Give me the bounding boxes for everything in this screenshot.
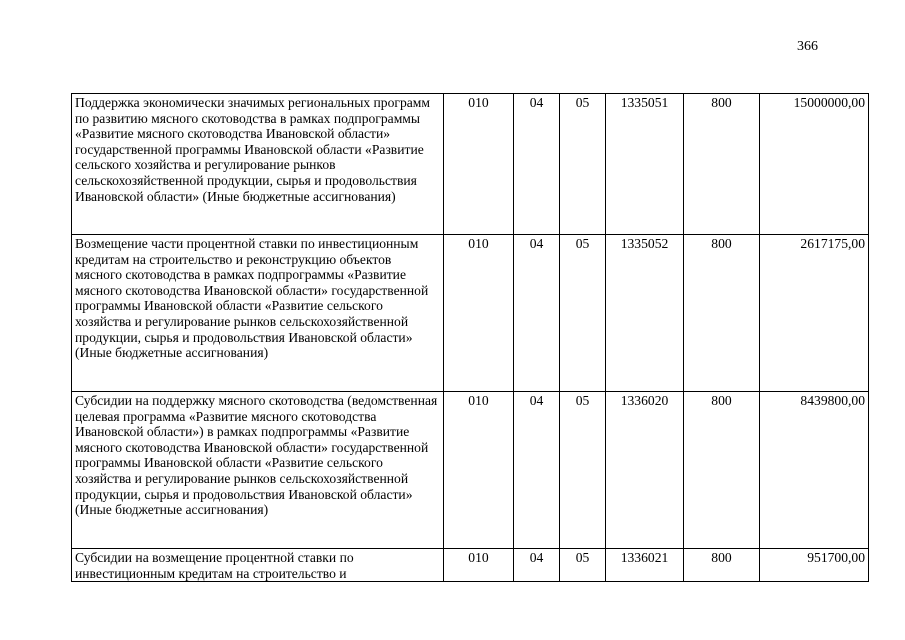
- table-row: [72, 549, 869, 582]
- amount: 951700,00: [760, 549, 869, 582]
- subsection-code: 05: [560, 549, 606, 582]
- subsection-code: 05: [560, 94, 606, 235]
- subsection-code: 05: [560, 235, 606, 392]
- expense-type-code: 800: [684, 549, 760, 582]
- ministry-code: 010: [444, 94, 514, 235]
- amount: 15000000,00: [760, 94, 869, 235]
- table-row: [72, 392, 869, 549]
- expense-type-code: 800: [684, 94, 760, 235]
- table-row: [72, 94, 869, 235]
- amount: 2617175,00: [760, 235, 869, 392]
- ministry-code: 010: [444, 392, 514, 549]
- section-code: 04: [514, 94, 560, 235]
- target-article-code: 1336020: [606, 392, 684, 549]
- target-article-code: 1336021: [606, 549, 684, 582]
- ministry-code: 010: [444, 235, 514, 392]
- target-article-code: 1335051: [606, 94, 684, 235]
- expense-type-code: 800: [684, 235, 760, 392]
- amount: 8439800,00: [760, 392, 869, 549]
- row-description: Субсидии на возмещение процентной ставки по инвестиционным кредитам на строительство и: [72, 549, 444, 582]
- ministry-code: 010: [444, 549, 514, 582]
- section-code: 04: [514, 549, 560, 582]
- expense-type-code: 800: [684, 392, 760, 549]
- row-description: Субсидии на поддержку мясного скотоводства (ведомственная целевая программа «Развитие мясного скотоводства Ивановской области») в рамках подпрограммы «Развитие мясного скотоводства Ивановской области» государственной программы Ивановской области «Развитие сельского хозяйства и регулирование рынков сельскохозяйственной продукции, сырья и продовольствия Ивановской области» (Иные бюджетные ассигнования): [72, 392, 444, 549]
- target-article-code: 1335052: [606, 235, 684, 392]
- row-description: Возмещение части процентной ставки по инвестиционным кредитам на строительство и реконструкцию объектов мясного скотоводства в рамках подпрограммы «Развитие мясного скотоводства Ивановской области» государственной программы Ивановской области «Развитие сельского хозяйства и регулирование рынков сельскохозяйственной продукции, сырья и продовольствия Ивановской области» (Иные бюджетные ассигнования): [72, 235, 444, 392]
- subsection-code: 05: [560, 392, 606, 549]
- budget-table: [71, 93, 869, 582]
- section-code: 04: [514, 392, 560, 549]
- row-description: Поддержка экономически значимых региональных программ по развитию мясного скотоводства в рамках подпрограммы «Развитие мясного скотоводства Ивановской области» государственной программы Ивановской области «Развитие сельского хозяйства и регулирование рынков сельскохозяйственной продукции, сырья и продовольствия Ивановской области» (Иные бюджетные ассигнования): [72, 94, 444, 235]
- section-code: 04: [514, 235, 560, 392]
- table-row: [72, 235, 869, 392]
- page-number: 366: [797, 39, 818, 54]
